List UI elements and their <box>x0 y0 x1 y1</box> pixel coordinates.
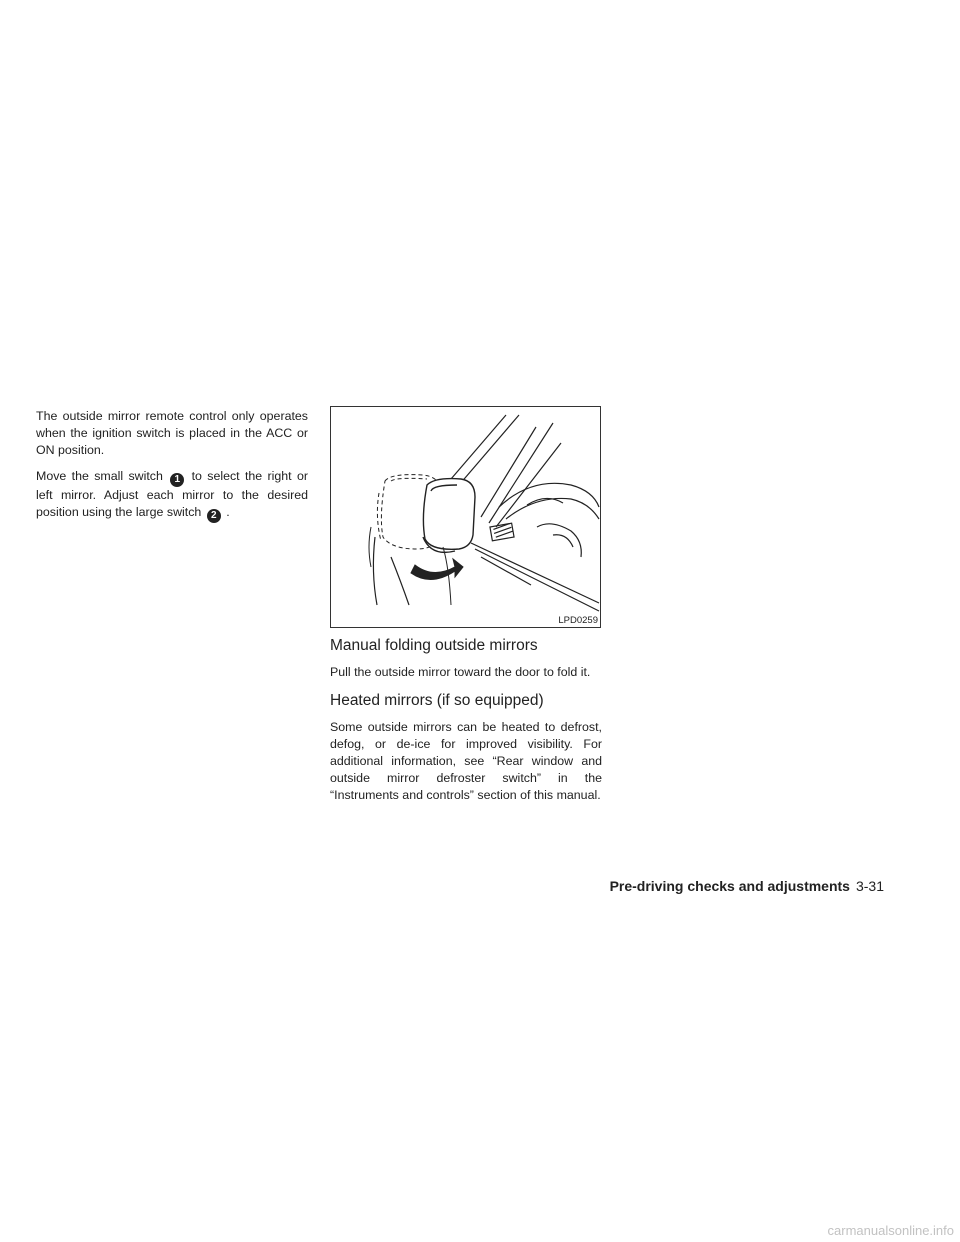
left-column <box>36 408 308 532</box>
paragraph-heated-mirrors: Some outside mirrors can be heated to defrost, defog, or de-ice for improved visibility. For additional information, see “Rear window and outside mirror defroster switch” in the “Instruments and controls” section of this manual. <box>330 720 602 802</box>
paragraph-text: . <box>226 505 230 519</box>
paragraph-switches <box>36 468 308 523</box>
page-footer <box>610 878 884 894</box>
marker-2-icon: 2 <box>207 509 221 523</box>
paragraph-text: Move the small switch <box>36 469 163 483</box>
paragraph-manual-folding: Pull the outside mirror toward the door to fold it. <box>330 665 591 679</box>
figure-code: LPD0259 <box>558 615 598 626</box>
footer-section-title: Pre-driving checks and adjustments <box>609 878 850 894</box>
right-column <box>330 636 602 814</box>
heading-manual-folding: Manual folding outside mirrors <box>330 637 538 654</box>
paragraph-text: to select the right or left mirror. Adjust each mirror to the desired position using the large switch <box>36 469 308 519</box>
mirror-folding-illustration <box>330 406 601 628</box>
heading-heated-mirrors: Heated mirrors (if so equipped) <box>330 692 544 709</box>
paragraph-remote-control: The outside mirror remote control only operates when the ignition switch is placed in the ACC or ON position. <box>36 409 308 457</box>
marker-1-icon: 1 <box>170 473 184 487</box>
page-number: 3-31 <box>855 878 884 894</box>
folding-mirror-drawing <box>331 407 600 627</box>
watermark: carmanualsonline.info <box>827 1223 954 1238</box>
